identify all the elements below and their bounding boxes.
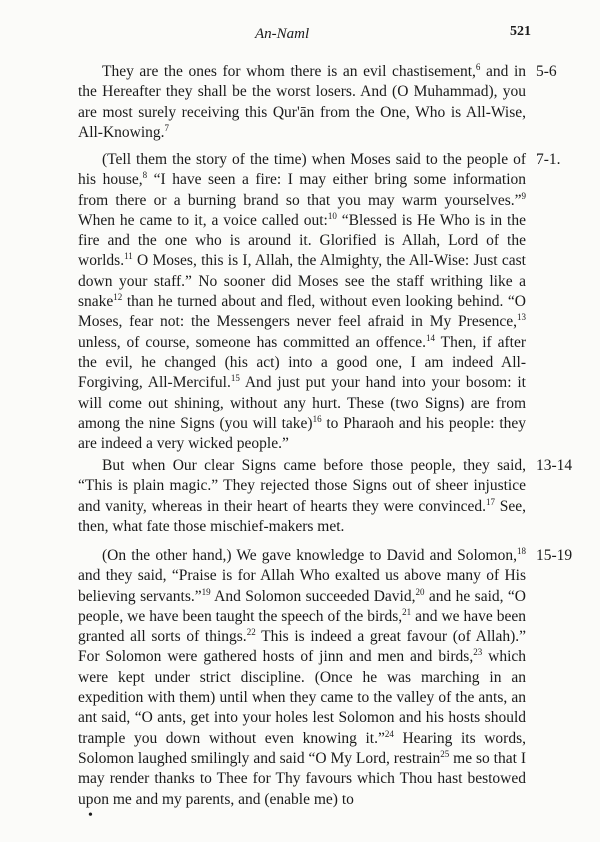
running-title: An-Naml <box>255 26 310 42</box>
paragraph-text: (On the other hand,) We gave knowledge to David and Solomon,$^{18}$ and they said, “Praise is for Allah Who exalted us above many of His believing servants.”$^{19}$ And Solomon succeeded David,$^{20}$ and he said, “O people, we have been taught the speech of the birds,$^{21}$ and we have been granted all sorts of things.$^{22}$ This is indeed a great favour (of Allah).” For Solomon were gathered hosts of jinn and men and birds,$^{23}$ which were kept under strict discipline. (Once he was marching in an expedition with them) until when they came to the valley of the ants, an ant said, “O ants, get into your holes lest Solomon and his hosts should trample you down without even knowing it.”$^{24}$ Hearing its words, Solomon laughed smilingly and said “O My Lord, restrain$^{25}$ me so that I may render thanks to Thee for Thy favours which Thou hast bestowed upon me and my parents, and (enable me) to <box>78 545 526 808</box>
verse-ref: 5-6 <box>536 63 557 80</box>
verse-paragraph-13-14 <box>78 456 526 537</box>
verse-paragraph-5-6 <box>78 62 526 143</box>
paragraph-text: But when Our clear Signs came before those people, they said, “This is plain magic.” They rejected those Signs out of sheer injustice and vanity, whereas in their heart of hearts they were convinced.$^{17}$ See, then, what fate those mischief-makers met. <box>78 457 526 535</box>
footnote-marker: 24 <box>384 728 394 739</box>
page-number: 521 <box>510 24 531 39</box>
footnote-marker: 6 <box>475 61 481 72</box>
footnote-marker: 25 <box>440 748 450 759</box>
paragraph-text: (Tell them the story of the time) when Moses said to the people of his house,$^8$ “I have seen a fire: I may either bring some information from there or a burning brand so that you may warm yourselves.”$^9$ When he came to it, a voice called out:$^{10}$ “Blessed is He Who is in the fire and the one who is around it. Glorified is Allah, Lord of the worlds.$^{11}$ O Moses, this is I, Allah, the Almighty, the All-Wise: Just cast down your staff.” No sooner did Moses see the staff writhing like a snake$^{12}$ than he turned about and fled, without even looking behind. “O Moses, fear not: the Messengers never feel afraid in My Presence,$^{13}$ unless, of course, someone has committed an offence.$^{14}$ Then, if after the evil, he changed (his act) into a good one, I am indeed All-Forgiving, All-Merciful.$^{15}$ And just put your hand into your bosom: it will come out shining, without any hurt. These (two Signs) are from among the nine Signs (you will take)$^{16}$ to Pharaoh and his people: they are indeed a very wicked people.” <box>78 151 526 453</box>
verse-paragraph-7-1 <box>78 150 526 454</box>
footnote-marker: 7 <box>164 122 170 133</box>
footnote-marker: 9 <box>521 190 526 201</box>
footnote-marker: 19 <box>201 586 211 597</box>
footnote-marker: 16 <box>312 413 322 424</box>
footnote-marker: 22 <box>246 627 256 638</box>
footnote-marker: 20 <box>415 586 425 597</box>
footnote-marker: 18 <box>517 545 526 556</box>
verse-ref: 15-19 <box>536 547 573 564</box>
footnote-marker: 13 <box>517 312 526 323</box>
verse-paragraph-15-19 <box>78 546 526 810</box>
footnote-marker: 12 <box>113 291 123 302</box>
footnote-marker: 11 <box>124 251 133 262</box>
footnote-marker: 14 <box>425 332 435 343</box>
verse-ref: 13-14 <box>536 457 573 474</box>
stray-dot-mark: • <box>88 808 93 823</box>
footnote-marker: 21 <box>402 606 412 617</box>
verse-ref: 7-1. <box>536 151 561 168</box>
footnote-marker: 23 <box>473 647 483 658</box>
footnote-marker: 17 <box>485 496 495 507</box>
footnote-marker: 10 <box>327 210 337 221</box>
footnote-marker: 8 <box>142 170 148 181</box>
footnote-marker: 15 <box>230 373 240 384</box>
paragraph-text: They are the ones for whom there is an evil chastisement,$^6$ and in the Hereafter they shall be the worst losers. And (O Muhammad), you are most surely receiving this Qur'ān from the One, Who is All-Wise, All-Knowing.$^7$ <box>78 61 527 141</box>
